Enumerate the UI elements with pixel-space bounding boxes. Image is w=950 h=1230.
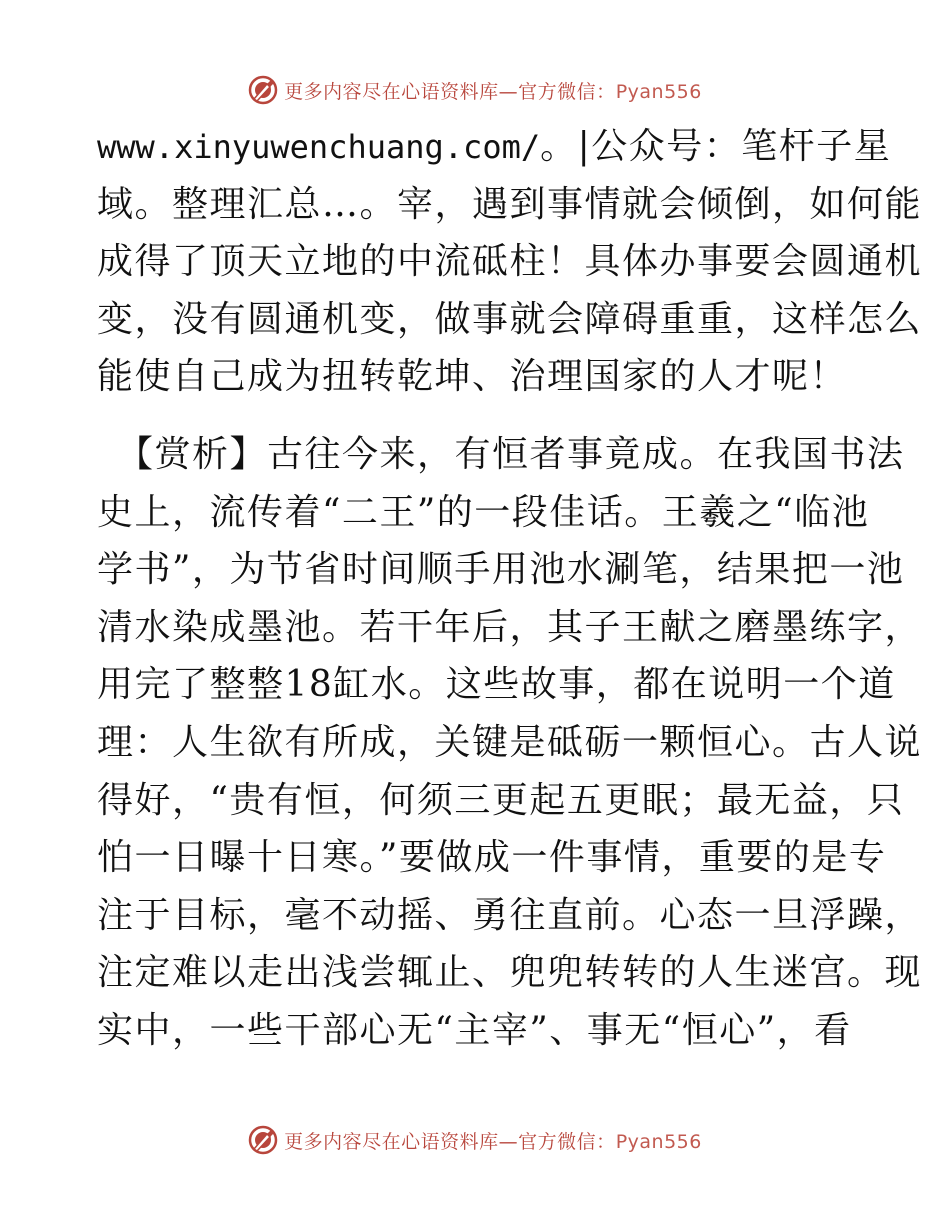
text-line: 怕一日曝十日寒。”要做成一件事情，重要的是专 [97, 837, 887, 879]
footer-banner [0, 1120, 950, 1160]
text-line: 注于目标，毫不动摇、勇往直前。心态一旦浮躁， [97, 894, 923, 936]
text-line: 【赏析】古往今来，有恒者事竟成。在我国书法 [117, 433, 905, 475]
text-line: 能使自己成为扭转乾坤、治理国家的人才呢！ [97, 356, 848, 398]
document-body [97, 118, 923, 1060]
paragraph-1 [97, 118, 923, 406]
text-line: 理：人生欲有所成，关键是砥砺一颗恒心。古人说 [97, 721, 923, 763]
banner-text: 更多内容尽在心语资料库—官方微信：Pyan556 [284, 1130, 702, 1153]
pen-seal-logo-icon [248, 1125, 278, 1155]
banner-text: 更多内容尽在心语资料库—官方微信：Pyan556 [284, 80, 702, 103]
pen-seal-logo-icon [248, 75, 278, 105]
text-line: 史上，流传着“二王”的一段佳话。王羲之“临池 [97, 491, 870, 533]
text-line: 清水染成墨池。若干年后，其子王献之磨墨练字， [97, 606, 923, 648]
text-line: 得好，“贵有恒，何须三更起五更眠；最无益，只 [97, 779, 905, 821]
text-line: 域。整理汇总…。宰，遇到事情就会倾倒，如何能 [97, 183, 923, 225]
text-line: 注定难以走出浅尝辄止、兜兜转转的人生迷宫。现 [97, 952, 923, 994]
text-line: 用完了整整18缸水。这些故事，都在说明一个道 [97, 664, 896, 706]
header-banner [0, 70, 950, 110]
text-line: 变，没有圆通机变，做事就会障碍重重，这样怎么 [97, 298, 923, 340]
text-line-rest: 。|公众号：笔杆子星 [540, 126, 892, 167]
text-line: 学书”，为节省时间顺手用池水涮笔，结果把一池 [97, 549, 905, 591]
text-line [97, 118, 892, 176]
paragraph-2 [97, 426, 923, 1060]
text-line: 实中，一些干部心无“主宰”、事无“恒心”，看 [97, 1009, 852, 1051]
text-line-url: www.xinyuwenchuang.com/ [97, 128, 541, 166]
text-line: 成得了顶天立地的中流砥柱！具体办事要会圆通机 [97, 241, 923, 283]
